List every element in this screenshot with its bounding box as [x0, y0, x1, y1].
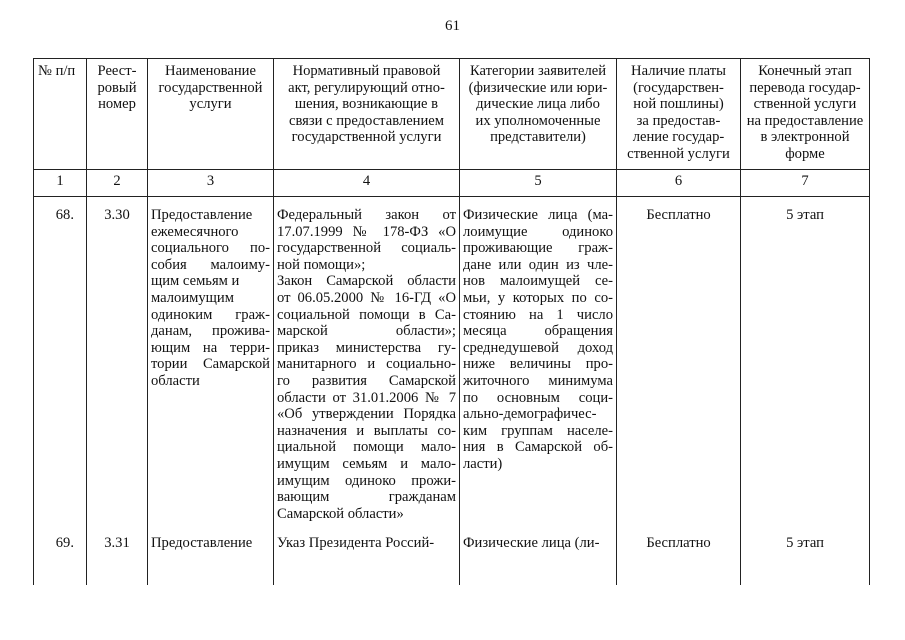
header-cell: Конечный этап перевода государ- ственной услуги на предоставление в электронной форме — [741, 59, 870, 170]
legal-act: Указ Президента Россий- — [274, 523, 460, 585]
column-number-row — [34, 170, 870, 197]
header-cell: № п/п — [34, 59, 87, 170]
row-number: 69. — [34, 523, 87, 585]
electronic-stage: 5 этап — [741, 523, 870, 585]
column-number: 3 — [148, 170, 274, 197]
page-number: 61 — [445, 18, 460, 34]
applicant-categories: Физические лица (ли- — [460, 523, 617, 585]
header-row — [34, 59, 870, 170]
column-number: 2 — [87, 170, 148, 197]
services-registry-table — [33, 58, 870, 585]
column-number: 6 — [617, 170, 741, 197]
service-name: Предоставление ежемесячного социального по- собия малоиму- щим семьям и малоимущим одиноким граж- данам, прожива- ющим на терри- тории Самарской области — [148, 197, 274, 524]
registry-code: 3.30 — [87, 197, 148, 524]
header-cell: Наименование государственной услуги — [148, 59, 274, 170]
column-number: 4 — [274, 170, 460, 197]
row-number: 68. — [34, 197, 87, 524]
column-number: 7 — [741, 170, 870, 197]
header-cell: Реест- ровый номер — [87, 59, 148, 170]
header-cell: Категории заявителей (физические или юри- дические лица либо их уполномоченные представители) — [460, 59, 617, 170]
table-row — [34, 523, 870, 585]
fee-status: Бесплатно — [617, 523, 741, 585]
service-name: Предоставление — [148, 523, 274, 585]
column-number: 1 — [34, 170, 87, 197]
electronic-stage: 5 этап — [741, 197, 870, 524]
column-number: 5 — [460, 170, 617, 197]
registry-code: 3.31 — [87, 523, 148, 585]
header-cell: Нормативный правовой акт, регулирующий отно- шения, возникающие в связи с предоставлением государственной услуги — [274, 59, 460, 170]
applicant-categories: Физические лица (ма- лоимущие одиноко проживающие граж- дане или один из чле- нов малоимущей се- мьи, у которых по со- стоянию на 1 число месяца обращения среднедушевой доход ниже величины про- житочного минимума по основным соци- ально-демографичес- ким группам населе- ния в Самарской об- ласти) — [460, 197, 617, 524]
table-row — [34, 197, 870, 524]
fee-status: Бесплатно — [617, 197, 741, 524]
legal-act: Федеральный закон от 17.07.1999 № 178-ФЗ «О государственной социаль- ной помощи»; Закон Самарской области от 06.05.2000 № 16-ГД «О социальной помощи в Са- марской области»; приказ министерства гу- манитарного и социально- го развития Самарской области от 31.01.2006 № 7 «Об утверждении Порядка назначения и выплаты со- циальной помощи мало- имущим семьям и мало- имущим одиноко прожи- вающим гражданам Самарской области» — [274, 197, 460, 524]
header-cell: Наличие платы (государствен- ной пошлины) за предостав- ление государ- ственной услуги — [617, 59, 741, 170]
